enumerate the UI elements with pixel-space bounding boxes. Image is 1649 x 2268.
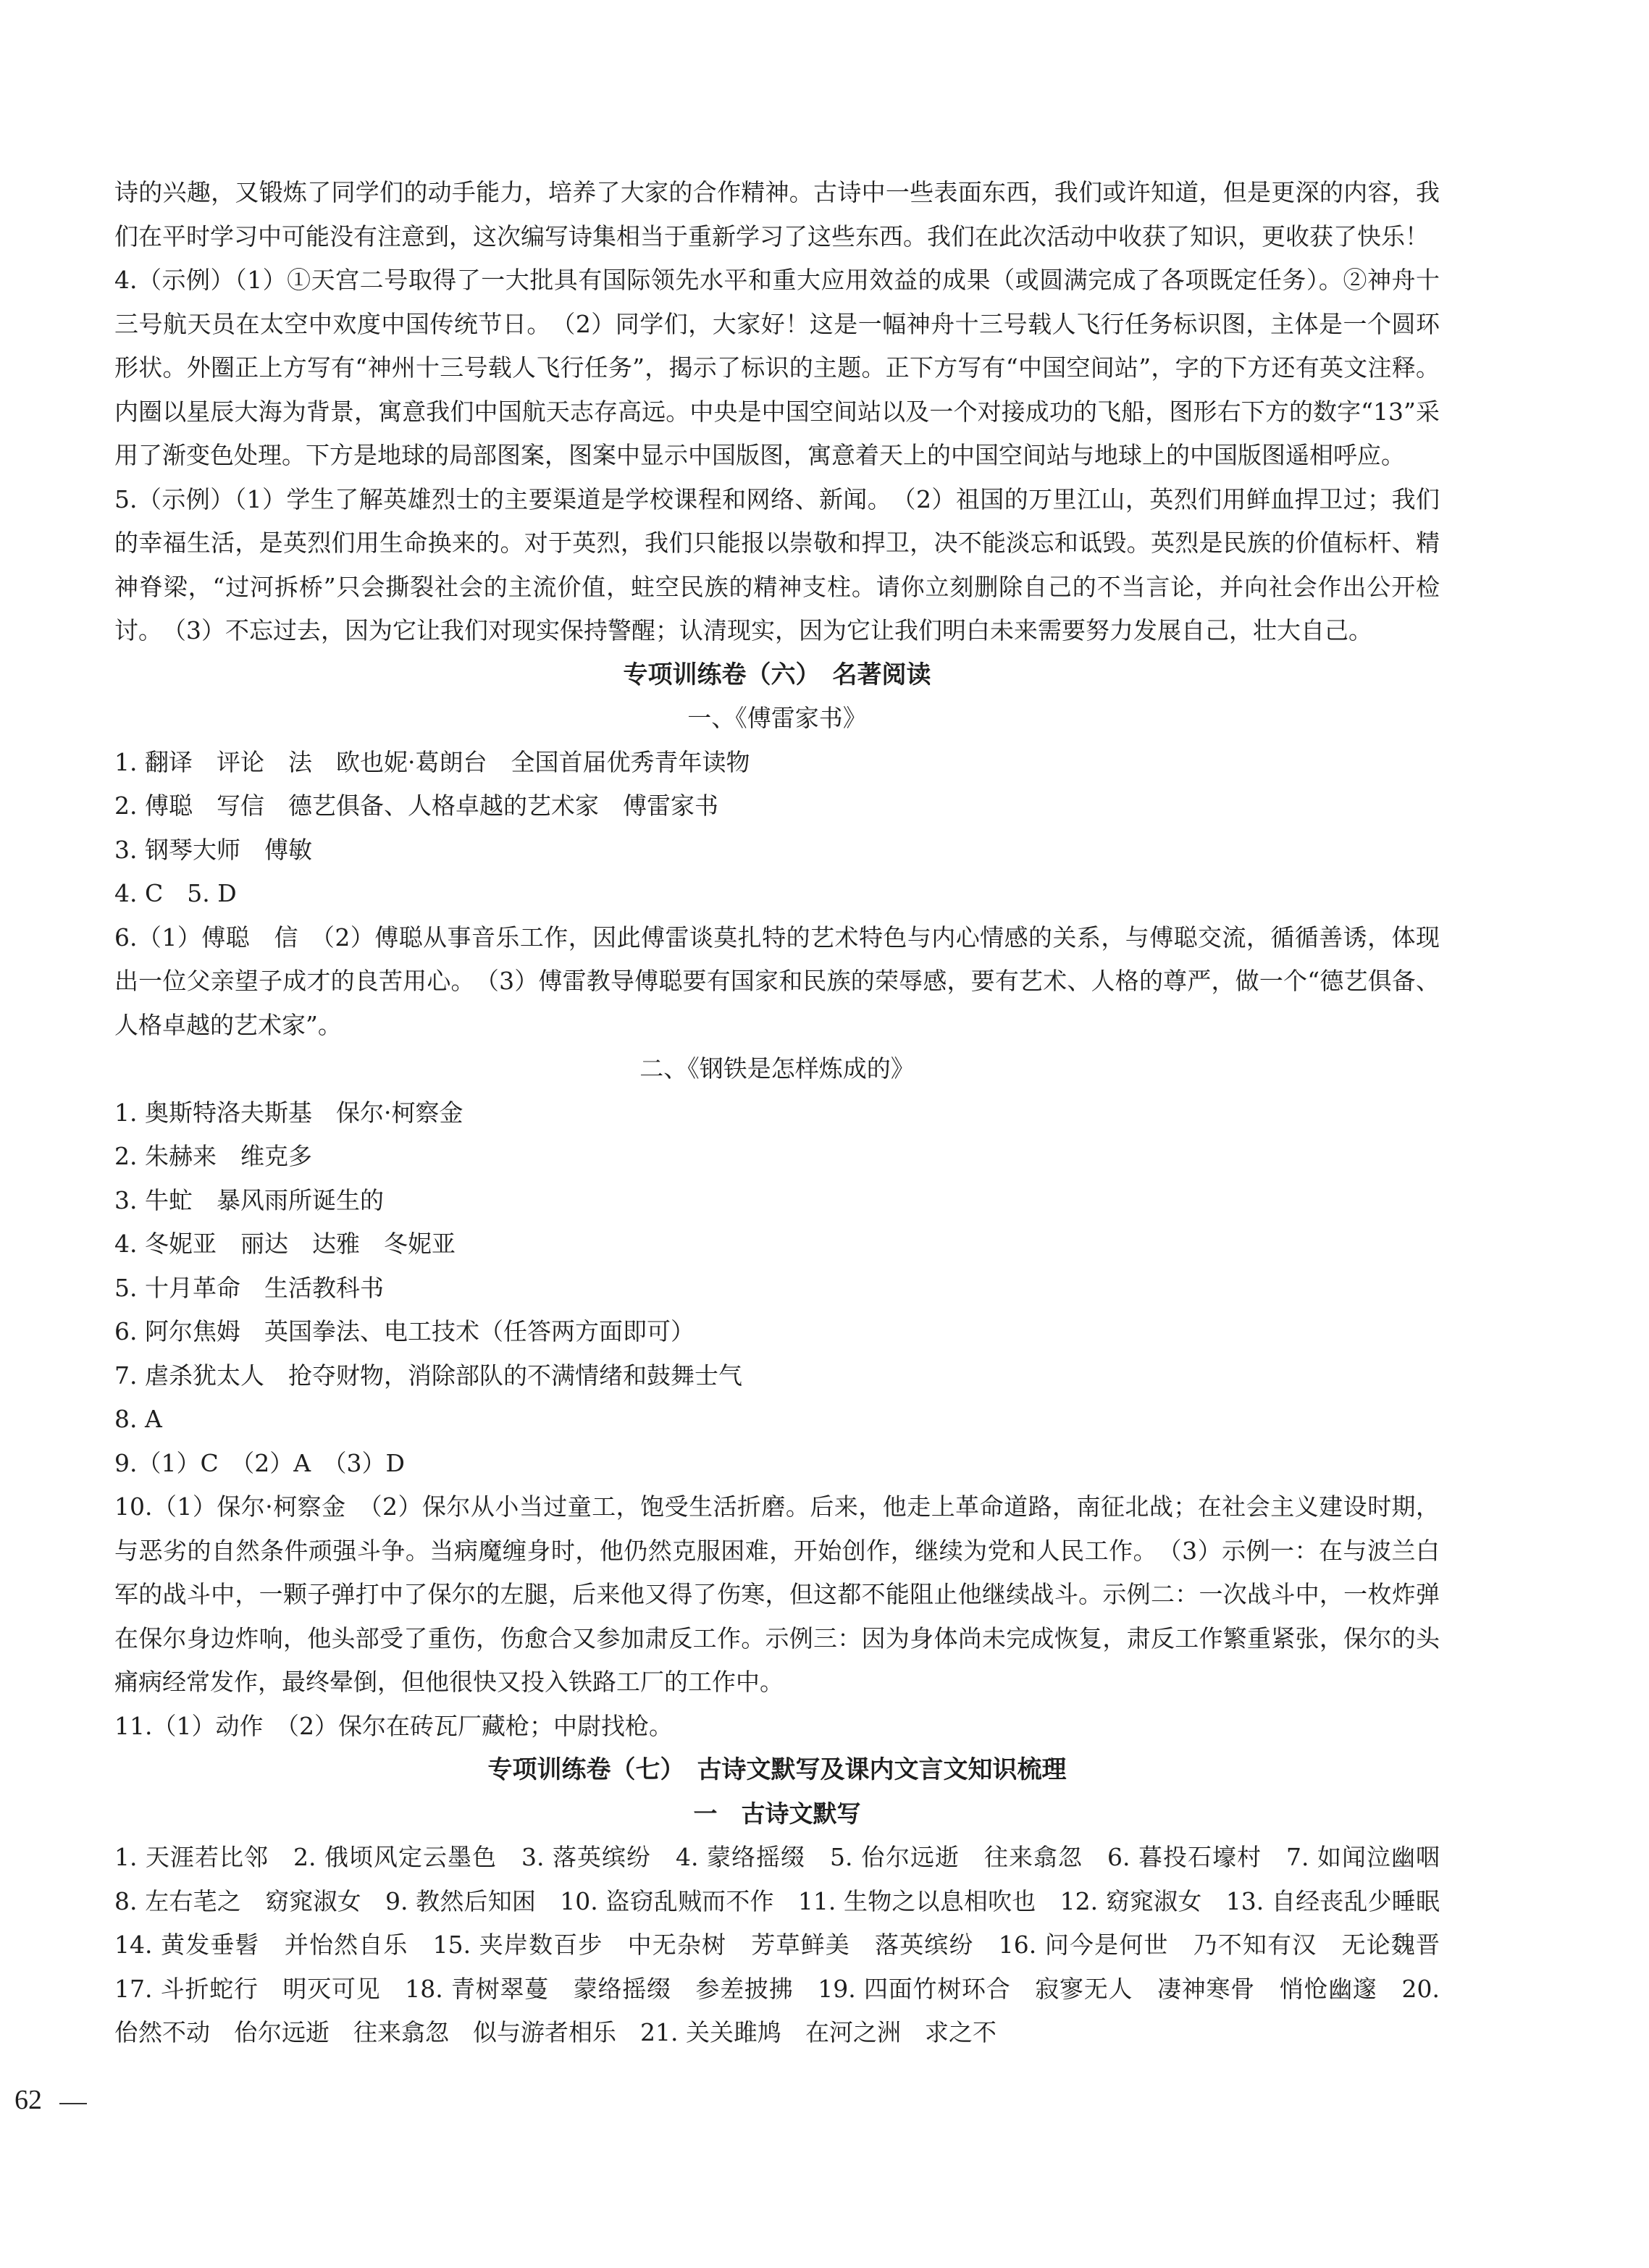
answer-5: 5.（示例）（1）学生了解英雄烈士的主要渠道是学校课程和网络、新闻。 （2）祖国的万里江山，英烈们用鲜血捍卫过；我们的幸福生活，是英烈们用生命换来的。对于英烈，我们只能报以崇敬和捍卫，决不能淡忘和诋毁。英烈是民族的价值标杆、精神脊梁，“过河拆桥”只会撕裂社会的主流价值，蛀空民族的精神支柱。请你立刻删除自己的不当言论，并向社会作出公开检讨。 （3）不忘过去，因为它让我们对现实保持警醒；认清现实，因为它让我们明白未来需要努力发展自己，壮大自己。: [114, 484, 1440, 644]
page-number: 62: [14, 2085, 42, 2115]
paragraph-continuation: 诗的兴趣，又锻炼了同学们的动手能力，培养了大家的合作精神。古诗中一些表面东西，我们或许知道，但是更深的内容，我们在平时学习中可能没有注意到，这次编写诗集相当于重新学习了这些东西。我们在此次活动中收获了知识，更收获了快乐！: [114, 178, 1440, 251]
section-6-part-1-title: 一、《傅雷家书》: [687, 704, 867, 732]
list-item: 11.（1）动作 （2）保尔在砖瓦厂藏枪；中尉找枪。: [114, 1711, 673, 1740]
list-item: 2. 朱赫来 维克多: [114, 1142, 312, 1170]
section-6-title: 专项训练卷（六） 名著阅读: [623, 660, 931, 689]
list-item: 1. 奥斯特洛夫斯基 保尔·柯察金: [114, 1098, 463, 1127]
page-number-rule: [59, 2103, 87, 2104]
list-item: 4. 冬妮亚 丽达 达雅 冬妮亚: [114, 1230, 456, 1258]
section-6-part-2-title: 二、《钢铁是怎样炼成的》: [639, 1054, 915, 1083]
list-item: 4. C 5. D: [114, 879, 237, 907]
poetry-dictation-answers: 1. 天涯若比邻 2. 俄顷风定云墨色 3. 落英缤纷 4. 蒙络摇缀 5. 佁尔远逝 往来翕忽 6. 暮投石壕村 7. 如闻泣幽咽 8. 左右芼之 窈窕淑女 9. 教然后知困 10. 盗窃乱贼而不作 11. 生物之以息相吹也 12. 窈窕淑女 13. 自经丧乱少睡眠 14. 黄发垂髫 并怡然自乐 15. 夹岸数百步 中无杂树 芳草鲜美 落英缤纷 16. 问今是何世 乃不知有汉 无论魏晋 17. 斗折蛇行 明灭可见 18. 青树翠蔓 蒙络摇缀 参差披拂 19. 四面竹树环合 寂寥无人 凄神寒骨 悄怆幽邃 20. 佁然不动 佁尔远逝 往来翕忽 似与游者相乐 21. 关关雎鸠 在河之洲 求之不: [114, 1843, 1464, 2046]
list-item: 3. 钢琴大师 傅敏: [114, 835, 312, 864]
list-item: 3. 牛虻 暴风雨所诞生的: [114, 1185, 384, 1214]
section-7-part-1-title: 一 古诗文默写: [693, 1799, 861, 1828]
answer-4: 4.（示例）（1）①天宫二号取得了一大批具有国际领先水平和重大应用效益的成果（或圆满完成了各项既定任务）。②神舟十三号航天员在太空中欢度中国传统节日。 （2）同学们，大家好！这是一幅神舟十三号载人飞行任务标识图，主体是一个圆环形状。外圈正上方写有“神州十三号载人飞行任务”，揭示了标识的主题。正下方写有“中国空间站”，字的下方还有英文注释。内圈以星辰大海为背景，寓意我们中国航天志存高远。中央是中国空间站以及一个对接成功的飞船，图形右下方的数字“13”采用了渐变色处理。下方是地球的局部图案，图案中显示中国版图，寓意着天上的中国空间站与地球上的中国版图遥相呼应。: [114, 266, 1440, 469]
list-item: 7. 虐杀犹太人 抢夺财物，消除部队的不满情绪和鼓舞士气: [114, 1361, 742, 1390]
list-item: 10.（1）保尔·柯察金 （2）保尔从小当过童工，饱受生活折磨。后来，他走上革命道路，南征北战；在社会主义建设时期，与恶劣的自然条件顽强斗争。当病魔缠身时，他仍然克服困难，开始创作，继续为党和人民工作。 （3）示例一：在与波兰白军的战斗中，一颗子弹打中了保尔的左腿，后来他又得了伤寒，但这都不能阻止他继续战斗。示例二：一次战斗中，一枚炸弹在保尔身边炸响，他头部受了重伤，伤愈合又参加肃反工作。示例三：因为身体尚未完成恢复，肃反工作繁重紧张，保尔的头痛病经常发作，最终晕倒，但他很快又投入铁路工厂的工作中。: [114, 1492, 1440, 1696]
answer-page: [114, 171, 1464, 2055]
list-item: 6.（1）傅聪 信 （2）傅聪从事音乐工作，因此傅雷谈莫扎特的艺术特色与内心情感的关系，与傅聪交流，循循善诱，体现出一位父亲望子成才的良苦用心。 （3）傅雷教导傅聪要有国家和民族的荣辱感，要有艺术、人格的尊严，做一个“德艺俱备、人格卓越的艺术家”。: [114, 923, 1440, 1039]
list-item: 8. A: [114, 1405, 162, 1433]
list-item: 6. 阿尔焦姆 英国拳法、电工技术（任答两方面即可）: [114, 1317, 695, 1345]
list-item: 1. 翻译 评论 法 欧也妮·葛朗台 全国首届优秀青年读物: [114, 747, 750, 776]
list-item: 2. 傅聪 写信 德艺俱备、人格卓越的艺术家 傅雷家书: [114, 791, 718, 820]
list-item: 5. 十月革命 生活教科书: [114, 1273, 384, 1302]
list-item: 9.（1）C （2）A （3）D: [114, 1448, 406, 1477]
section-7-title: 专项训练卷（七） 古诗文默写及课内文言文知识梳理: [487, 1755, 1067, 1784]
